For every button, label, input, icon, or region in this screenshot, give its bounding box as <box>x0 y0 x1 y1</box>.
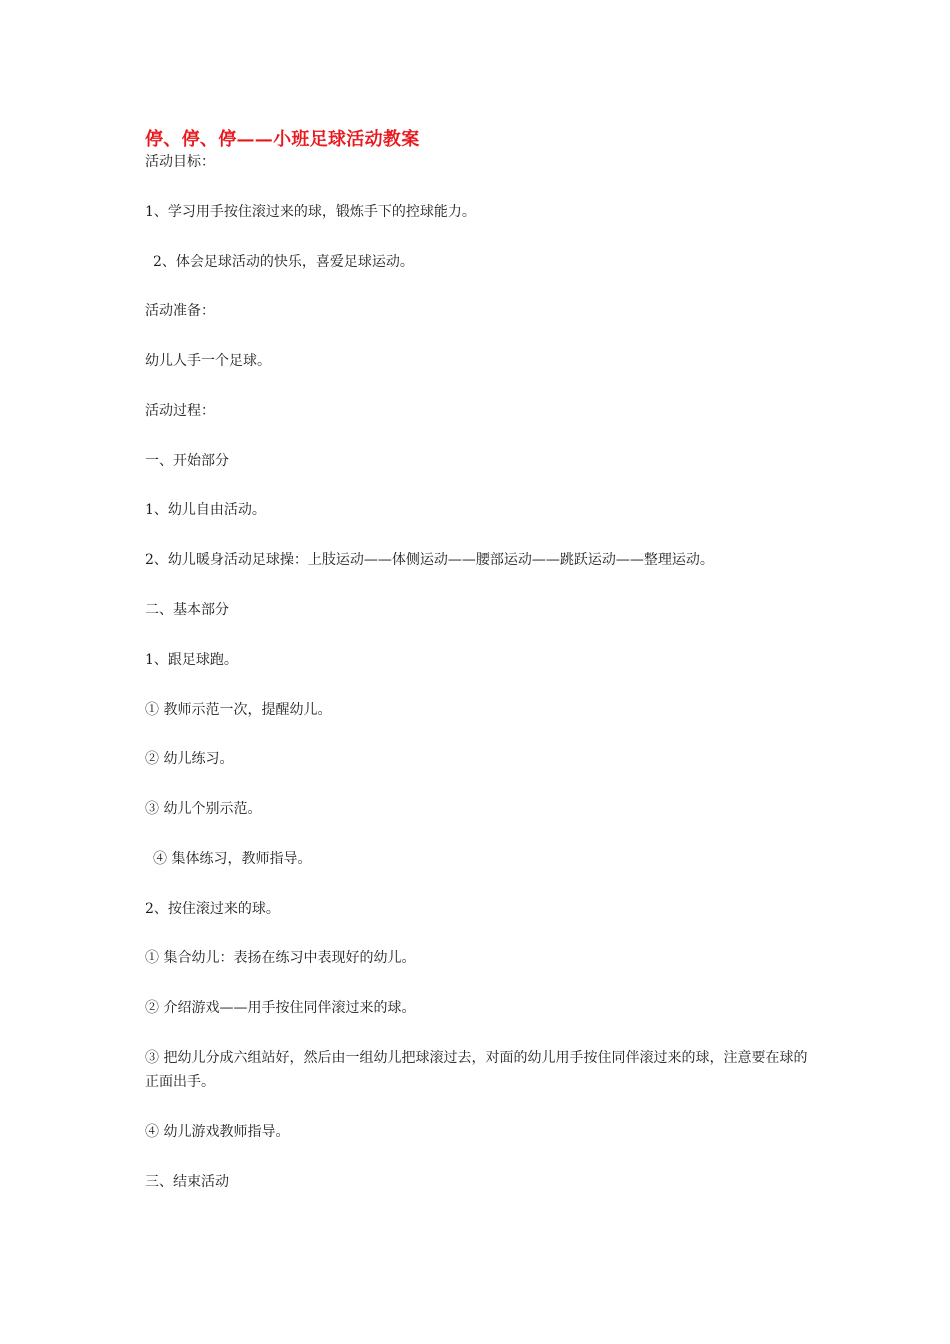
goal-item: 2、体会足球活动的快乐，喜爱足球运动。 <box>153 254 414 270</box>
section-heading-goals: 活动目标： <box>145 154 215 170</box>
part-heading: 二、基本部分 <box>145 602 229 618</box>
step-item: ③ 幼儿个别示范。 <box>145 801 262 817</box>
process-item: 1、幼儿自由活动。 <box>145 502 266 518</box>
section-heading-preparation: 活动准备： <box>145 303 215 319</box>
part-heading: 一、开始部分 <box>145 453 229 469</box>
step-item: ② 幼儿练习。 <box>145 751 234 767</box>
process-item: 1、跟足球跑。 <box>145 652 238 668</box>
step-item: ③ 把幼儿分成六组站好，然后由一组幼儿把球滚过去，对面的幼儿用手按住同伴滚过来的球，注意要在球的正面出手。 <box>145 1050 808 1090</box>
part-heading: 三、结束活动 <box>145 1174 229 1190</box>
step-item: ④ 幼儿游戏教师指导。 <box>145 1124 290 1140</box>
process-item: 2、按住滚过来的球。 <box>145 901 280 917</box>
process-item: 2、幼儿暖身活动足球操：上肢运动——体侧运动——腰部运动——跳跃运动——整理运动。 <box>145 552 714 568</box>
step-item: ④ 集体练习，教师指导。 <box>153 851 312 867</box>
preparation-text: 幼儿人手一个足球。 <box>145 353 271 369</box>
section-heading-process: 活动过程： <box>145 403 215 419</box>
step-item: ② 介绍游戏——用手按住同伴滚过来的球。 <box>145 1000 416 1016</box>
document-title: 停、停、停——小班足球活动教案 <box>145 129 420 150</box>
step-item: ① 集合幼儿：表扬在练习中表现好的幼儿。 <box>145 950 416 966</box>
goal-item: 1、学习用手按住滚过来的球，锻炼手下的控球能力。 <box>145 204 476 220</box>
step-item: ① 教师示范一次，提醒幼儿。 <box>145 702 332 718</box>
